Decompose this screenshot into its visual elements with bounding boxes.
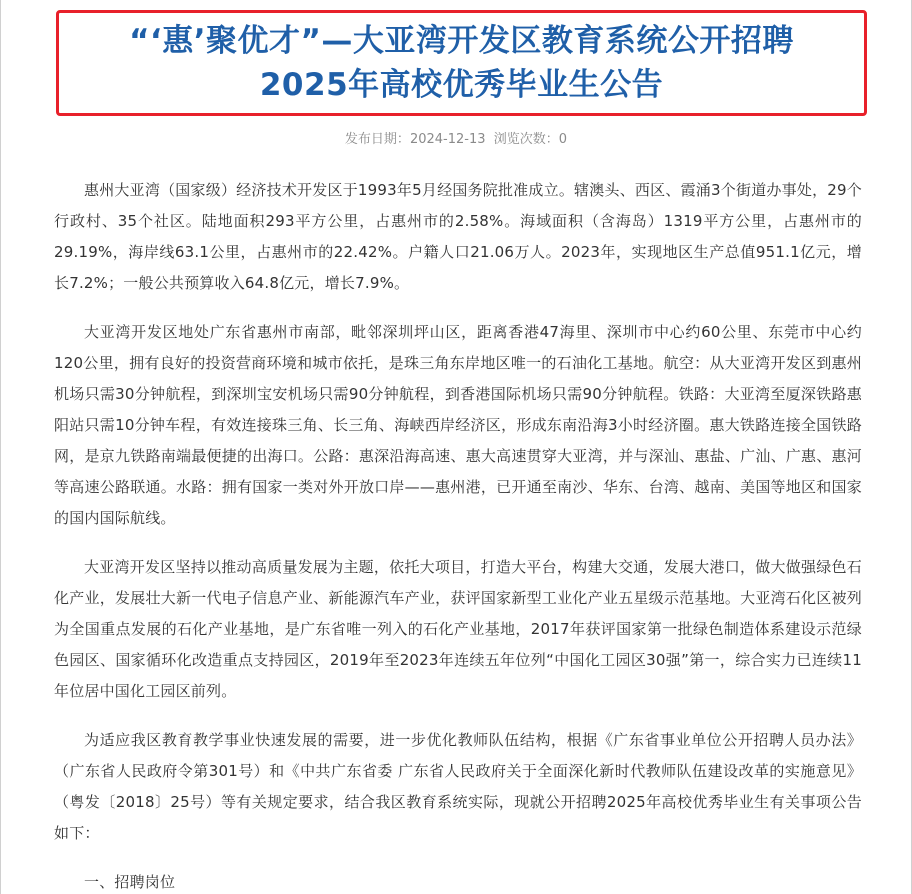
article-title-line-2: 2025年高校优秀毕业生公告 <box>259 67 664 103</box>
article-body <box>54 175 862 894</box>
publish-date-label: 发布日期： <box>344 132 410 147</box>
views-label: 浏览次数： <box>493 132 559 147</box>
article-title-line-1: “‘惠’聚优才”—大亚湾开发区教育系统公开招聘 <box>129 23 794 59</box>
paragraph-purpose: 为适应我区教育教学事业快速发展的需要，进一步优化教师队伍结构，根据《广东省事业单位公开招聘人员办法》（广东省人民政府令第301号）和《中共广东省委 广东省人民政府关于全面深化新时代教师队伍建设改革的实施意见》（粤发〔2018〕25号）等有关规定要求，结合我区教育系统实际，现就公开招聘2025年高校优秀毕业生有关事项公告如下： <box>54 731 862 842</box>
paragraph-industry: 大亚湾开发区坚持以推动高质量发展为主题，依托大项目，打造大平台，构建大交通，发展大港口，做大做强绿色石化产业，发展壮大新一代电子信息产业、新能源汽车产业，获评国家新型工业化产业五星级示范基地。大亚湾石化区被列为全国重点发展的石化产业基地，是广东省唯一列入的石化产业基地，2017年获评国家第一批绿色制造体系建设示范绿色园区、国家循环化改造重点支持园区，2019年至2023年连续五年位列“中国化工园区30强”第一，综合实力已连续11年位居中国化工园区前列。 <box>54 558 862 700</box>
paragraph-overview: 惠州大亚湾（国家级）经济技术开发区于1993年5月经国务院批准成立。辖澳头、西区、霞涌3个街道办事处，29个行政村、35个社区。陆地面积293平方公里，占惠州市的2.58%。海域面积（含海岛）1319平方公里，占惠州市的29.19%，海岸线63.1公里，占惠州市的22.42%。户籍人口21.06万人。2023年，实现地区生产总值951.1亿元，增长7.2%；一般公共预算收入64.8亿元，增长7.9%。 <box>54 181 862 292</box>
section-heading-positions: 一、招聘岗位 <box>84 873 176 891</box>
article-meta <box>1 130 911 150</box>
views-count: 0 <box>558 132 568 147</box>
title-highlight-box <box>56 10 867 116</box>
publish-date: 2024-12-13 <box>409 132 486 147</box>
paragraph-location: 大亚湾开发区地处广东省惠州市南部，毗邻深圳坪山区，距离香港47海里、深圳市中心约60公里、东莞市中心约120公里，拥有良好的投资营商环境和城市依托，是珠三角东岸地区唯一的石油化工基地。航空：从大亚湾开发区到惠州机场只需30分钟航程，到深圳宝安机场只需90分钟航程，到香港国际机场只需90分钟航程。铁路：大亚湾至厦深铁路惠阳站只需10分钟车程，有效连接珠三角、长三角、海峡西岸经济区，形成东南沿海3小时经济圈。惠大铁路连接全国铁路网，是京九铁路南端最便捷的出海口。公路：惠深沿海高速、惠大高速贯穿大亚湾，并与深汕、惠盐、广汕、广惠、惠河等高速公路联通。水路：拥有国家一类对外开放口岸——惠州港，已开通至南沙、华东、台湾、越南、美国等地区和国家的国内国际航线。 <box>54 323 862 527</box>
